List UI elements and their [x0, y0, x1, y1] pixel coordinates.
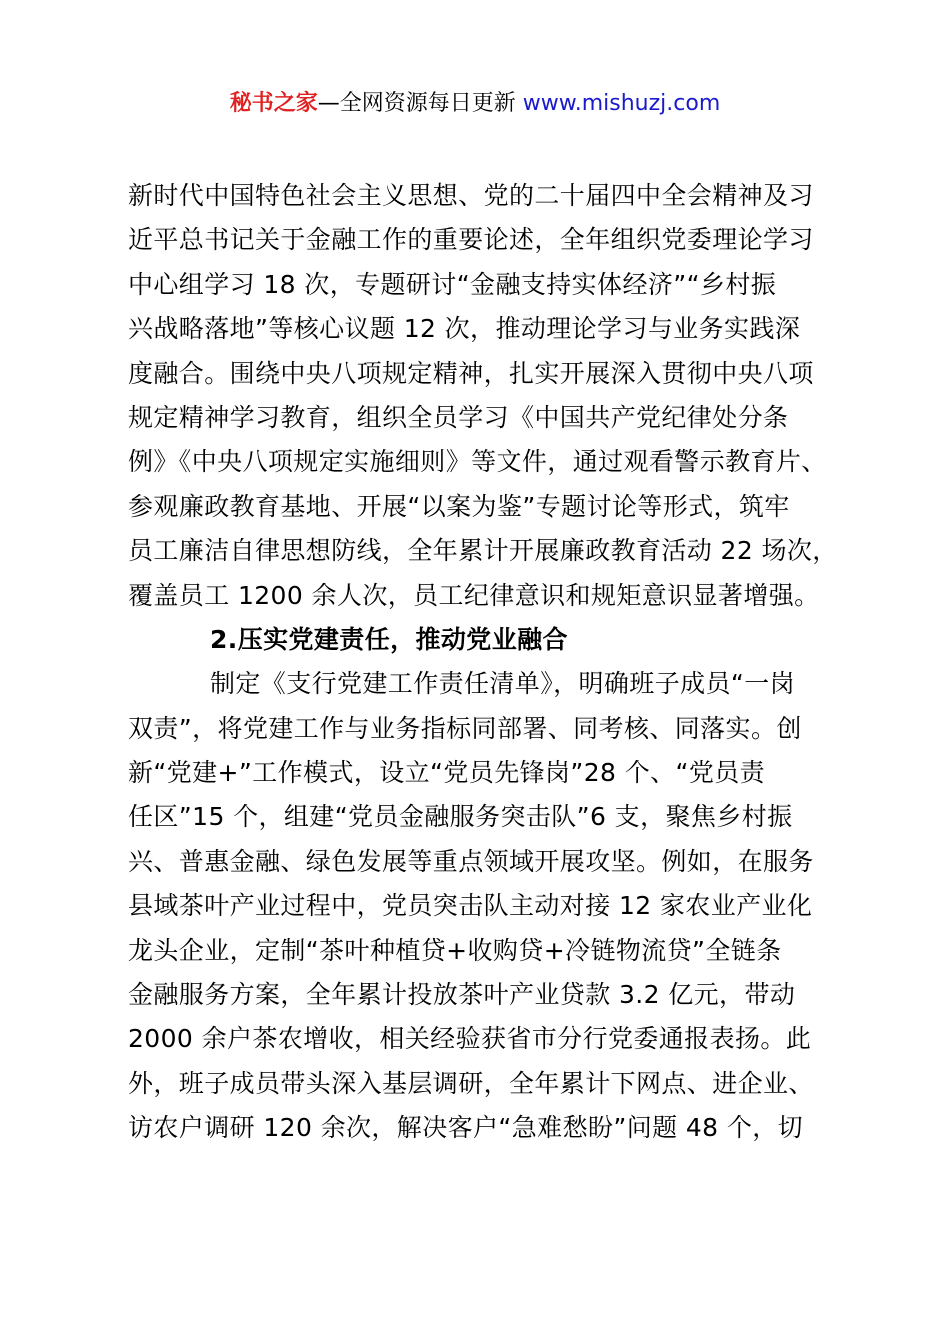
- paragraph-line: 规定精神学习教育，组织全员学习《中国共产党纪律处分条: [128, 402, 789, 432]
- paragraph-line: 县域茶叶产业过程中，党员突击队主动对接 12 家农业产业化: [128, 891, 813, 921]
- paragraph-line: 覆盖员工 1200 余人次，员工纪律意识和规矩意识显著增强。: [128, 580, 820, 610]
- paragraph-line: 访农户调研 120 余次，解决客户“急难愁盼”问题 48 个，切: [128, 1113, 804, 1143]
- paragraph-line: 龙头企业，定制“茶叶种植贷+收购贷+冷链物流贷”全链条: [128, 935, 782, 965]
- paragraph-line: 制定《支行党建工作责任清单》，明确班子成员“一岗: [210, 669, 796, 699]
- paragraph-line: 金融服务方案，全年累计投放茶叶产业贷款 3.2 亿元，带动: [128, 980, 796, 1010]
- paragraph-line: 新“党建+”工作模式，设立“党员先锋岗”28 个、“党员责: [128, 758, 766, 788]
- section-heading: 2.压实党建责任，推动党业融合: [210, 624, 568, 654]
- paragraph-line: 任区”15 个，组建“党员金融服务突击队”6 支，聚焦乡村振: [128, 802, 793, 832]
- header-brand: 秘书之家: [229, 91, 318, 116]
- paragraph-line: 员工廉洁自律思想防线，全年累计开展廉政教育活动 22 场次，: [128, 536, 838, 566]
- paragraph-line: 新时代中国特色社会主义思想、党的二十届四中全会精神及习: [128, 181, 814, 210]
- paragraph-line: 近平总书记关于金融工作的重要论述，全年组织党委理论学习: [128, 225, 814, 255]
- header-url[interactable]: www.mishuzj.com: [522, 91, 721, 116]
- paragraph-line: 外，班子成员带头深入基层调研，全年累计下网点、进企业、: [128, 1068, 814, 1098]
- paragraph-line: 中心组学习 18 次，专题研讨“金融支持实体经济”“乡村振: [128, 269, 777, 299]
- paragraph-line: 参观廉政教育基地、开展“以案为鉴”专题讨论等形式，筑牢: [128, 491, 790, 521]
- paragraph-line: 度融合。围绕中央八项规定精神，扎实开展深入贯彻中央八项: [128, 358, 814, 388]
- paragraph-line: 例》《中央八项规定实施细则》等文件，通过观看警示教育片、: [128, 447, 827, 477]
- paragraph-line: 兴战略落地”等核心议题 12 次，推动理论学习与业务实践深: [128, 314, 801, 344]
- page-header: [0, 86, 950, 122]
- paragraph-line: 双责”，将党建工作与业务指标同部署、同考核、同落实。创: [128, 713, 802, 743]
- paragraph-line: 兴、普惠金融、绿色发展等重点领域开展攻坚。例如，在服务: [128, 846, 814, 876]
- paragraph-line: 2000 余户茶农增收，相关经验获省市分行党委通报表扬。此: [128, 1024, 812, 1054]
- header-tagline: —全网资源每日更新: [317, 91, 516, 116]
- document-body: [128, 174, 838, 1151]
